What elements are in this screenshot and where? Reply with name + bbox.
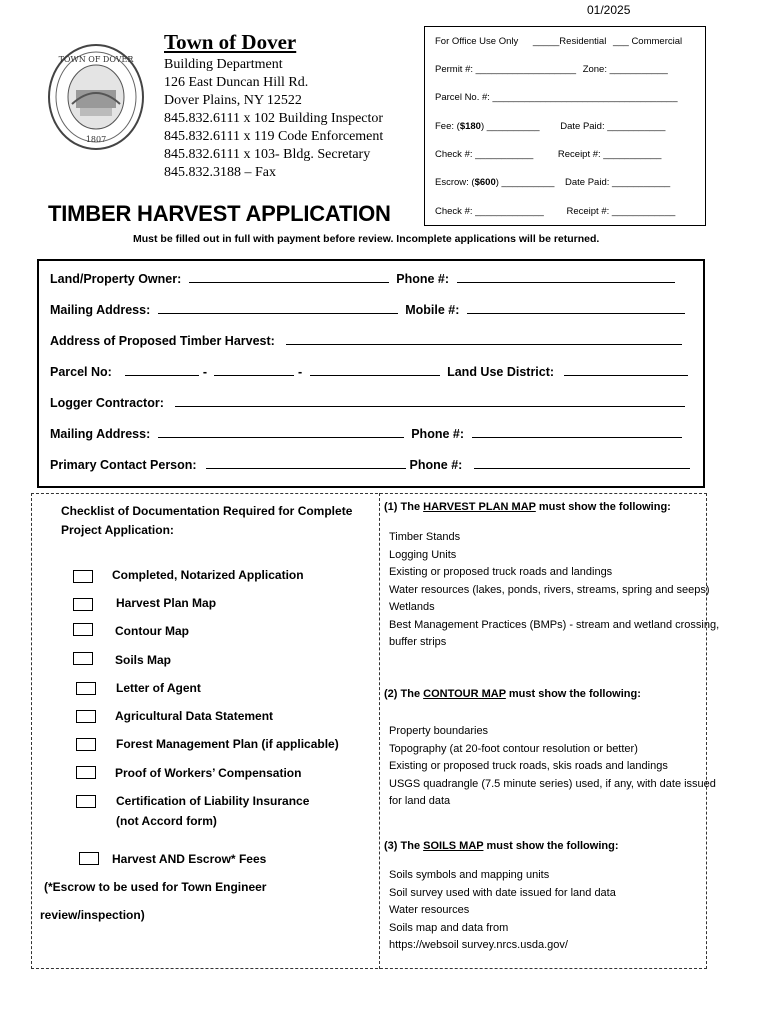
contour-map-list — [389, 723, 724, 811]
fee-field[interactable]: Fee: ($180) __________ — [435, 121, 540, 132]
list-item: Soil survey used with date issued for land data — [389, 886, 616, 899]
checkbox-fees[interactable] — [79, 852, 99, 865]
contact-input[interactable] — [206, 456, 406, 469]
soils-map-heading: (3) The SOILS MAP must show the following: — [384, 840, 619, 852]
land-use-label: Land Use District: — [447, 365, 555, 379]
escrow-field[interactable]: Escrow: ($600) __________ — [435, 177, 555, 188]
application-subtitle: Must be filled out in full with payment before review. Incomplete applications will be returned. — [133, 233, 600, 245]
applicant-info-form — [37, 259, 705, 488]
logger-phone-input[interactable] — [472, 425, 682, 438]
list-item: Topography (at 20-foot contour resolution or better) — [389, 742, 638, 755]
svg-text:TOWN OF DOVER: TOWN OF DOVER — [58, 55, 134, 64]
checklist-item: Forest Management Plan (if applicable) — [116, 737, 339, 751]
checklist-item: Completed, Notarized Application — [112, 568, 304, 582]
permit-field[interactable]: Permit #: ___________________ — [435, 64, 577, 75]
soils-map-list — [389, 867, 724, 955]
harvest-address-label: Address of Proposed Timber Harvest: — [50, 334, 275, 348]
parcel-input-2[interactable] — [214, 363, 294, 376]
escrow-check-field[interactable]: Check #: _____________ — [435, 206, 544, 217]
fee-receipt-field[interactable]: Receipt #: ___________ — [557, 149, 662, 160]
logger-mailing-input[interactable] — [158, 425, 404, 438]
residential-field[interactable]: _____Residential — [532, 36, 607, 47]
dept-line: 845.832.6111 x 102 Building Inspector — [164, 111, 384, 126]
list-item: USGS quadrangle (7.5 minute series) used, if any, with date issued for land data — [389, 777, 716, 807]
checkbox-letter-agent[interactable] — [76, 682, 96, 695]
escrow-note: (*Escrow to be used for Town Engineer — [44, 880, 267, 894]
checkbox-contour-map[interactable] — [73, 623, 93, 636]
checklist-item: Soils Map — [115, 653, 172, 667]
fee-check-field[interactable]: Check #: ___________ — [435, 149, 534, 160]
dept-line: 845.832.6111 x 119 Code Enforcement — [164, 129, 384, 144]
harvest-address-input[interactable] — [286, 332, 682, 345]
checkbox-notarized[interactable] — [73, 570, 93, 583]
logger-input[interactable] — [175, 394, 685, 407]
department-info — [164, 56, 383, 182]
checkbox-soils-map[interactable] — [73, 652, 93, 665]
list-item: Timber Stands — [389, 531, 461, 543]
office-parcel-field[interactable]: Parcel No. #: ___________________________________ — [435, 92, 678, 103]
svg-text:1807: 1807 — [85, 135, 107, 144]
owner-mobile-input[interactable] — [467, 301, 685, 314]
contact-label: Primary Contact Person: — [50, 458, 197, 472]
office-use-box — [424, 26, 706, 226]
list-item: Logging Units — [389, 548, 457, 561]
parcel-dash: - — [202, 365, 207, 379]
checklist-title: Checklist of Documentation Required for Complete Project Application: — [61, 504, 353, 537]
owner-mailing-input[interactable] — [158, 301, 398, 314]
dept-line: Dover Plains, NY 12522 — [164, 93, 302, 108]
form-date: 01/2025 — [587, 3, 631, 17]
checklist-item: Certification of Liability Insurance — [116, 794, 310, 808]
escrow-note: review/inspection) — [40, 908, 145, 922]
list-item: Soils symbols and mapping units — [389, 869, 550, 881]
list-item: Wetlands — [389, 601, 435, 613]
town-seal-icon — [46, 42, 146, 152]
parcel-input-1[interactable] — [125, 363, 199, 376]
application-title: TIMBER HARVEST APPLICATION — [48, 201, 391, 226]
checklist-item: Letter of Agent — [116, 681, 201, 695]
parcel-dash: - — [297, 365, 303, 379]
town-name: Town of Dover — [164, 30, 297, 54]
owner-label: Land/Property Owner: — [50, 272, 182, 286]
contact-phone-input[interactable] — [474, 456, 690, 469]
checklist-item: Harvest AND Escrow* Fees — [112, 852, 267, 866]
logger-mailing-label: Mailing Address: — [50, 427, 151, 441]
logger-phone-label: Phone #: — [411, 427, 465, 441]
dept-line: 126 East Duncan Hill Rd. — [164, 75, 309, 90]
zone-field[interactable]: Zone: ___________ — [582, 64, 668, 75]
checklist-item: Harvest Plan Map — [116, 596, 217, 610]
dept-line: Building Department — [164, 57, 283, 72]
checkbox-harvest-plan[interactable] — [73, 598, 93, 611]
mobile-label: Mobile #: — [405, 303, 460, 317]
checklist-item: Contour Map — [115, 624, 189, 638]
dept-line: 845.832.6111 x 103- Bldg. Secretary — [164, 147, 371, 162]
phone-label: Phone #: — [396, 272, 450, 286]
commercial-field[interactable]: ___ Commercial — [612, 36, 683, 47]
link[interactable]: https://websoil survey.nrcs.usda.gov/ — [389, 939, 568, 951]
land-use-input[interactable] — [564, 363, 688, 376]
harvest-plan-list — [389, 529, 724, 652]
list-item: Best Management Practices (BMPs) - stream and wetland crossing, buffer strips — [389, 618, 720, 648]
escrow-receipt-field[interactable]: Receipt #: ____________ — [566, 206, 676, 217]
office-use-label: For Office Use Only — [435, 36, 519, 47]
checklist-divider — [379, 493, 380, 969]
dept-line: 845.832.3188 – Fax — [164, 165, 276, 180]
parcel-label: Parcel No: — [50, 365, 112, 379]
checklist-item-note: (not Accord form) — [116, 814, 217, 828]
fee-date-paid-field[interactable]: Date Paid: ___________ — [560, 121, 666, 132]
mailing-address-label: Mailing Address: — [50, 303, 151, 317]
checklist-item: Agricultural Data Statement — [115, 709, 274, 723]
owner-input[interactable] — [189, 270, 389, 283]
list-item: Existing or proposed truck roads and landings — [389, 566, 613, 578]
checkbox-agricultural[interactable] — [76, 710, 96, 723]
contact-phone-label: Phone #: — [409, 458, 463, 472]
checkbox-forest-plan[interactable] — [76, 738, 96, 751]
checkbox-liability[interactable] — [76, 795, 96, 808]
owner-phone-input[interactable] — [457, 270, 675, 283]
checklist-item: Proof of Workers’ Compensation — [115, 766, 302, 780]
list-item: Water resources (lakes, ponds, rivers, streams, spring and seeps) — [389, 583, 710, 596]
harvest-plan-heading: (1) The HARVEST PLAN MAP must show the following: — [384, 501, 671, 513]
contour-map-heading: (2) The CONTOUR MAP must show the following: — [384, 688, 641, 700]
list-item: Water resources — [389, 904, 470, 916]
logger-label: Logger Contractor: — [50, 396, 164, 410]
list-item: Property boundaries — [389, 725, 489, 737]
parcel-input-3[interactable] — [310, 363, 440, 376]
list-item: Existing or proposed truck roads, skis roads and landings — [389, 760, 668, 772]
escrow-date-paid-field[interactable]: Date Paid: ___________ — [565, 177, 671, 188]
checkbox-workers-comp[interactable] — [76, 766, 96, 779]
list-item: Soils map and data from — [389, 921, 509, 934]
